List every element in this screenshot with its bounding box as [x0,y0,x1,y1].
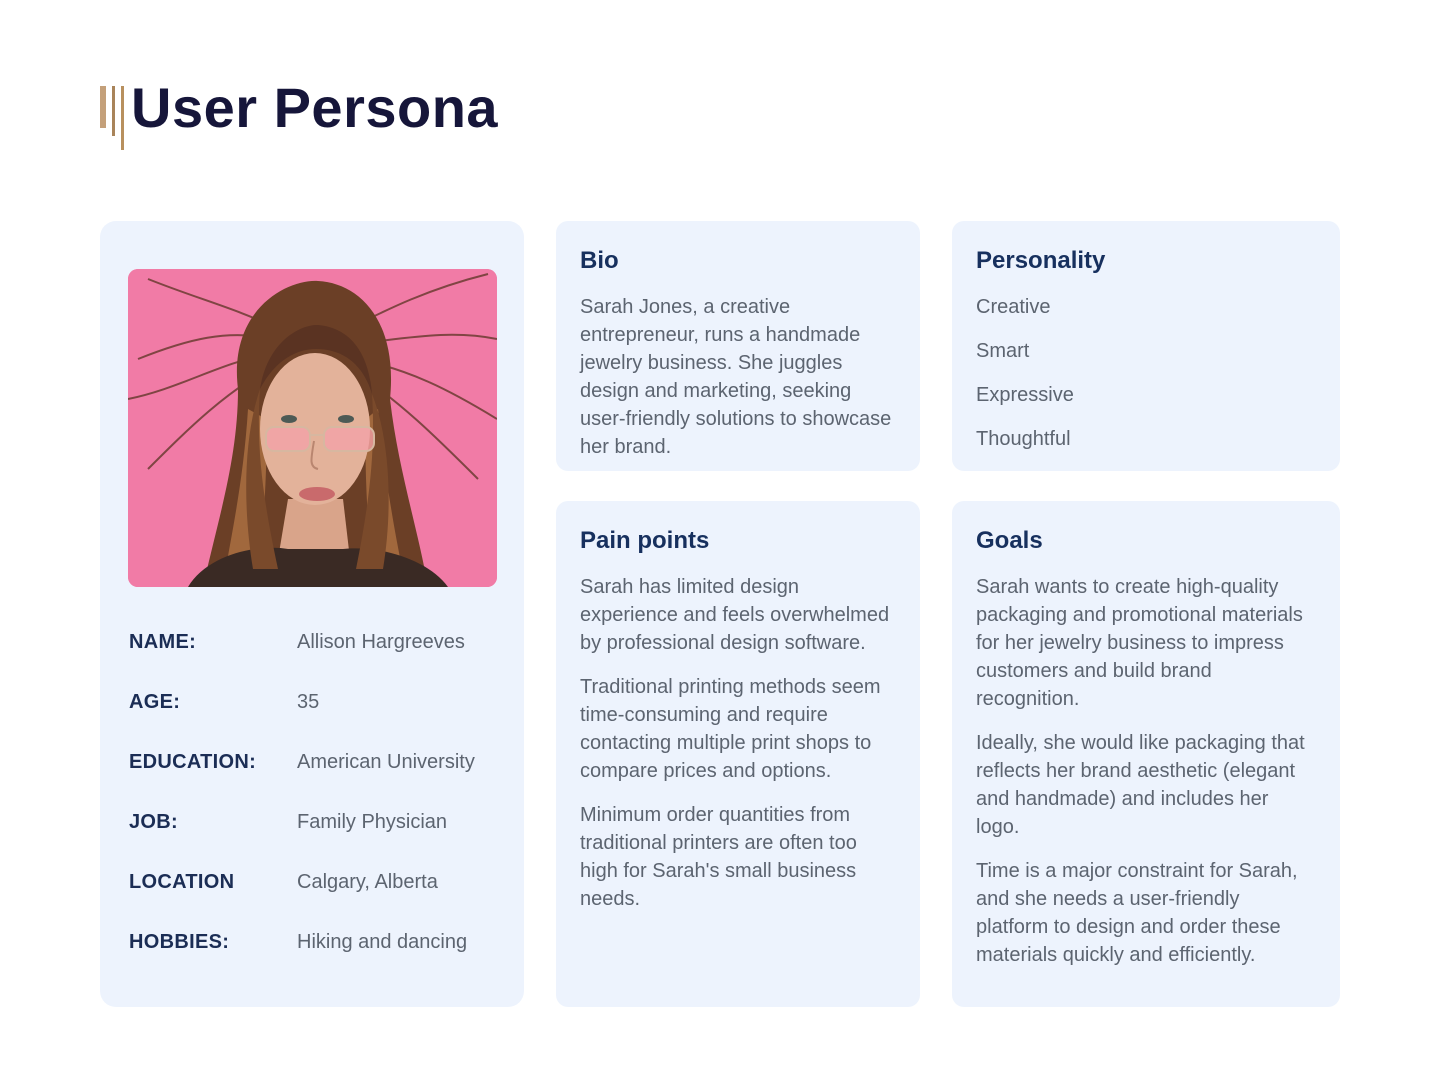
pain-point-paragraph: Sarah has limited design experience and feels overwhelmed by professional design software. [580,576,890,654]
fact-row-name [129,631,509,691]
pain-point-paragraph: Minimum order quantities from traditional printers are often too high for Sarah's small business needs. [580,804,857,910]
fact-label: EDUCATION: [129,751,257,773]
bio-card [556,221,920,471]
fact-label: AGE: [129,691,181,713]
profile-card [100,221,524,1007]
page-header [100,78,800,150]
personality-trait-list [976,293,1316,453]
fact-row-job [129,811,509,871]
fact-value: American University [297,751,475,773]
personality-card [952,221,1340,471]
fact-row-age [129,691,509,751]
goal-paragraph: Sarah wants to create high-quality packaging and promotional materials for her jewelry business to impress customers and build brand recognition. [976,576,1303,710]
goal-paragraph: Time is a major constraint for Sarah, and she needs a user-friendly platform to design and order these materials quickly and efficiently. [976,860,1298,966]
personality-trait: Creative [976,296,1051,318]
goal-paragraph: Ideally, she would like packaging that reflects her brand aesthetic (elegant and handmade) and includes her logo. [976,732,1305,838]
goals-card [952,501,1340,1007]
persona-photo [128,269,497,587]
fact-row-education [129,751,509,811]
pain-point-paragraph: Traditional printing methods seem time-consuming and require contacting multiple print shops to compare prices and options. [580,676,881,782]
fact-row-location [129,871,509,931]
pain-points-heading: Pain points [580,527,710,554]
fact-label: LOCATION [129,871,235,893]
fact-value: Calgary, Alberta [297,871,438,893]
fact-row-hobbies [129,931,509,991]
goals-heading: Goals [976,527,1043,554]
personality-trait: Thoughtful [976,428,1071,450]
title-accent-bars [100,86,126,150]
fact-value: Hiking and dancing [297,931,468,953]
bio-text: Sarah Jones, a creative entrepreneur, runs a handmade jewelry business. She juggles design and marketing, seeking user-friendly solutions to showcase her brand. [580,296,892,458]
pain-points-card [556,501,920,1007]
fact-label: JOB: [129,811,178,833]
personality-trait: Smart [976,340,1030,362]
fact-label: HOBBIES: [129,931,230,953]
fact-label: NAME: [129,631,197,653]
fact-value: 35 [297,691,320,713]
profile-facts [129,631,509,991]
page-title: User Persona [131,76,499,139]
bio-heading: Bio [580,247,619,274]
fact-value: Family Physician [297,811,448,833]
fact-value: Allison Hargreeves [297,631,465,653]
personality-heading: Personality [976,247,1106,274]
persona-portrait-illustration [128,269,497,587]
personality-trait: Expressive [976,384,1074,406]
